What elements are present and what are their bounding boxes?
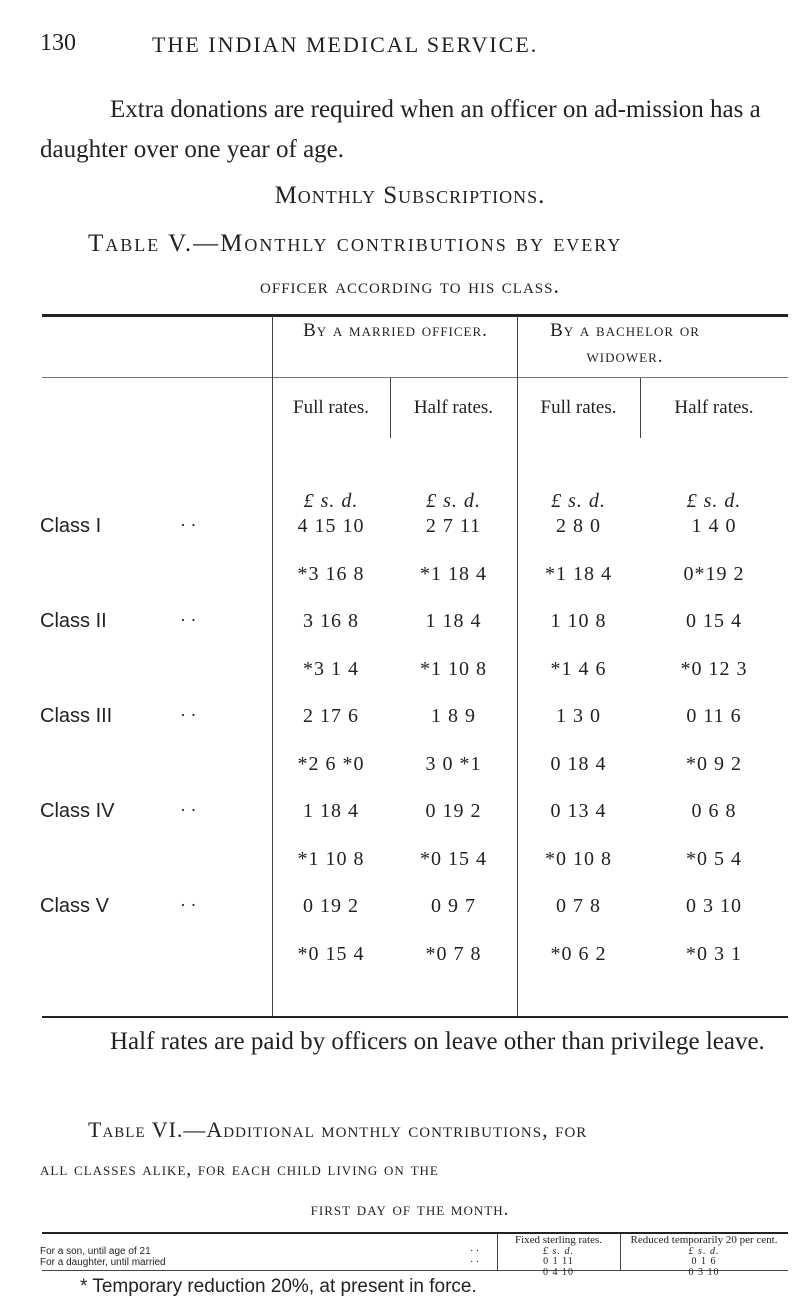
table5-cell: *0 7 8 bbox=[425, 943, 482, 965]
table5-cell: *3 16 8 bbox=[297, 563, 365, 585]
table5-caption-line2: officer according to his class. bbox=[260, 273, 560, 298]
table5-cell: 1 18 4 bbox=[425, 610, 482, 632]
table5-cell: 2 17 6 bbox=[303, 705, 359, 727]
row-leader: · · bbox=[180, 515, 197, 535]
half-rates-note-text: Half rates are paid by officers on leave other than privilege leave. bbox=[110, 1028, 765, 1055]
table5-cell: *1 10 8 bbox=[420, 658, 487, 680]
row-leader: · · bbox=[180, 800, 197, 820]
footnote: * Temporary reduction 20%, at present in force. bbox=[80, 1276, 477, 1297]
table5-cell: 3 16 8 bbox=[303, 610, 359, 632]
row-leader: · · bbox=[180, 705, 197, 725]
table5-cell: *0 15 4 bbox=[297, 943, 365, 965]
table6-row-label: For a son, until age of 21 bbox=[40, 1246, 151, 1257]
class-label: Class II bbox=[40, 610, 107, 632]
subheader-married-full: Full rates. bbox=[293, 397, 369, 418]
table5-cell: 2 8 0 bbox=[556, 515, 601, 537]
table6-cell: 0 4 10 bbox=[543, 1267, 574, 1278]
table5-caption-line1: Table V.—Monthly contributions by every bbox=[88, 230, 623, 257]
table5-cell: *1 18 4 bbox=[545, 563, 612, 585]
table5-cell: *1 18 4 bbox=[420, 563, 487, 585]
table5-cell: *1 4 6 bbox=[550, 658, 607, 680]
table5-cell: 0 11 6 bbox=[686, 705, 742, 727]
row-leader: · · bbox=[180, 895, 197, 915]
table5-cell: 0 15 4 bbox=[686, 610, 742, 632]
header-married: By a married officer. bbox=[303, 320, 488, 341]
table5-cell: 1 8 9 bbox=[431, 705, 476, 727]
intro-paragraph: Extra donations are required when an officer on ad-mission has a daughter over one year of age. bbox=[40, 96, 761, 163]
table6-cell: 0 1 6 bbox=[691, 1256, 717, 1267]
table5-cell: *0 3 1 bbox=[686, 943, 742, 965]
table5-cell: *1 10 8 bbox=[297, 848, 365, 870]
units-col3: £ s. d. bbox=[551, 490, 606, 512]
table6-row-label: For a daughter, until married bbox=[40, 1257, 166, 1268]
row-leader: · · bbox=[470, 1257, 480, 1268]
units-fixed: £ s. d. bbox=[543, 1246, 574, 1257]
table5-cell: *0 9 2 bbox=[686, 753, 742, 775]
row-leader: · · bbox=[180, 610, 197, 630]
class-label: Class III bbox=[40, 705, 113, 727]
table6-caption-line3: first day of the month. bbox=[310, 1199, 510, 1220]
running-title: THE INDIAN MEDICAL SERVICE. bbox=[152, 32, 539, 57]
header-reduced-rates: Reduced temporarily 20 per cent. bbox=[630, 1234, 778, 1246]
row-leader: · · bbox=[470, 1246, 480, 1257]
table5-cell: *0 10 8 bbox=[545, 848, 612, 870]
table5-cell: *3 1 4 bbox=[303, 658, 359, 680]
table5-cell: 1 4 0 bbox=[691, 515, 737, 537]
table5-cell: 2 7 11 bbox=[425, 515, 482, 537]
table5-cell: 0 18 4 bbox=[550, 753, 607, 775]
subheader-bachelor-half: Half rates. bbox=[674, 397, 754, 418]
table5-cell: *2 6 *0 bbox=[297, 753, 365, 775]
header-bachelor: By a bachelor or widower. bbox=[550, 320, 700, 367]
header-fixed-rates: Fixed sterling rates. bbox=[514, 1234, 603, 1246]
table5-cell: 0 6 8 bbox=[691, 800, 737, 822]
subheader-bachelor-full: Full rates. bbox=[540, 397, 617, 418]
table5-cell: *0 5 4 bbox=[686, 848, 742, 870]
table5-cell: 1 10 8 bbox=[550, 610, 607, 632]
table5-cell: 1 18 4 bbox=[303, 800, 359, 822]
table5-cell: *0 12 3 bbox=[680, 658, 748, 680]
units-col2: £ s. d. bbox=[426, 490, 481, 512]
table6-caption-line2: all classes alike, for each child living on the bbox=[40, 1159, 439, 1180]
units-col1: £ s. d. bbox=[303, 490, 359, 512]
page-number: 130 bbox=[40, 30, 76, 56]
table5-cell: 0 19 2 bbox=[303, 895, 359, 917]
table5-cell: *0 6 2 bbox=[550, 943, 607, 965]
table5-cell: 0 19 2 bbox=[425, 800, 482, 822]
section-heading: Monthly Subscriptions. bbox=[274, 182, 546, 209]
table5-cell: 0*19 2 bbox=[683, 563, 745, 585]
table5-cell: 1 3 0 bbox=[556, 705, 601, 727]
table5-cell: *0 15 4 bbox=[420, 848, 487, 870]
table5-cell: 4 15 10 bbox=[297, 515, 365, 537]
table5-cell: 0 7 8 bbox=[556, 895, 601, 917]
table5-cell: 3 0 *1 bbox=[425, 753, 482, 775]
table6-caption-line1: Table VI.—Additional monthly contributions, for bbox=[88, 1117, 588, 1142]
table5-cell: 0 3 10 bbox=[686, 895, 742, 917]
table6-cell: 0 1 11 bbox=[543, 1256, 574, 1267]
table5-cell: 0 13 4 bbox=[550, 800, 607, 822]
table5-cell: 0 9 7 bbox=[431, 895, 476, 917]
class-label: Class I bbox=[40, 515, 102, 537]
class-label: Class IV bbox=[40, 800, 115, 822]
class-label: Class V bbox=[40, 895, 109, 917]
subheader-married-half: Half rates. bbox=[413, 397, 494, 418]
table6-cell: 0 3 10 bbox=[688, 1267, 720, 1278]
units-reduced: £ s. d. bbox=[688, 1246, 720, 1257]
units-col4: £ s. d. bbox=[686, 490, 742, 512]
